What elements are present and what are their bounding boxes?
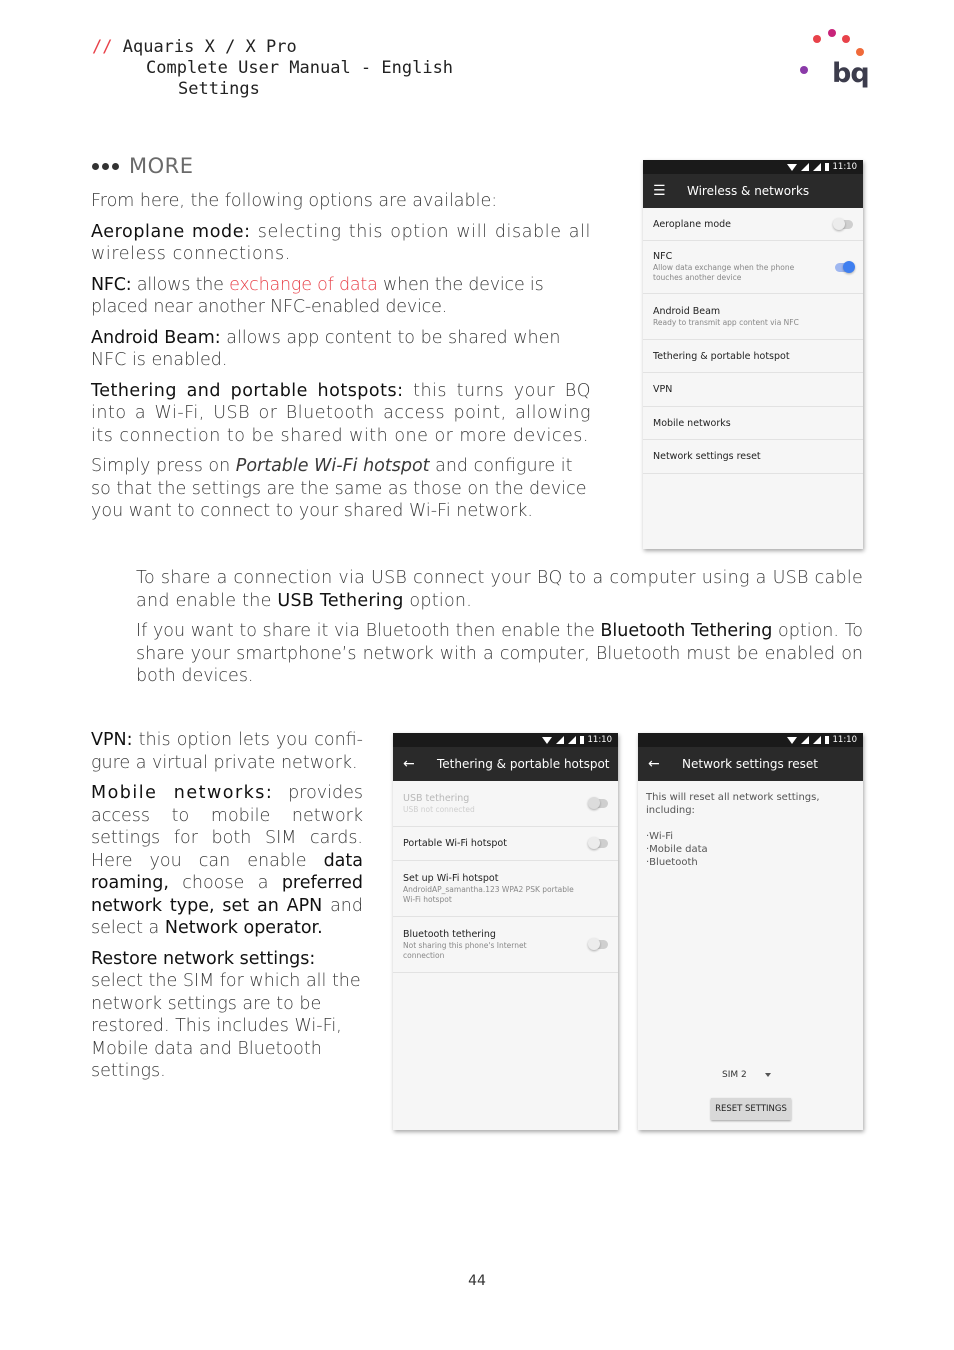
- sharing-text: [136, 567, 863, 696]
- battery-icon: [580, 736, 584, 744]
- tethering-term: Tethering and portable hotspots:: [91, 380, 404, 401]
- logo-dot-1: [813, 35, 821, 43]
- app-bar: [638, 747, 863, 781]
- row-title: Portable Wi-Fi hotspot: [403, 838, 507, 849]
- row-title: NFC: [653, 251, 673, 262]
- restore-paragraph: [91, 948, 363, 1083]
- bq-logo: [800, 28, 870, 98]
- row-subtitle: Not sharing this phone's Internet connection: [403, 940, 527, 960]
- app-bar: [643, 174, 863, 208]
- mobile-operator: Network operator.: [164, 918, 323, 938]
- status-time: 11:10: [587, 735, 612, 745]
- row-title: Bluetooth tethering: [403, 928, 496, 940]
- back-arrow-icon[interactable]: ←: [403, 756, 415, 772]
- nfc-paragraph: [91, 274, 591, 319]
- reset-item-wifi: ·Wi-Fi: [646, 831, 674, 842]
- sim-select[interactable]: [722, 1070, 771, 1080]
- logo-dot-2: [828, 29, 836, 37]
- restore-desc: select the SIM for which all the network settings are to be restored. This includes Wi-Fi, Mobile data and Bluetooth settings.: [91, 971, 361, 1081]
- app-bar-title: Network settings reset: [682, 757, 818, 771]
- mobile-roaming: data roaming,: [91, 850, 363, 893]
- beam-term: Android Beam:: [91, 327, 221, 348]
- row-title: Set up Wi-Fi hotspot: [403, 872, 499, 884]
- reset-description: [638, 781, 863, 879]
- section-title-text: MORE: [129, 154, 194, 178]
- row-title: Aeroplane mode: [653, 218, 732, 230]
- signal-icon: [801, 163, 809, 171]
- signal-icon-2: [813, 163, 821, 171]
- usb-paragraph: [136, 567, 863, 612]
- setting-vpn[interactable]: [643, 373, 863, 407]
- nfc-pre: allows the: [131, 274, 230, 295]
- row-subtitle: Allow data exchange when the phone touches another device: [653, 263, 795, 282]
- mobile-term: Mobile networks:: [91, 783, 274, 803]
- aeroplane-term: Aeroplane mode:: [91, 221, 251, 242]
- setting-setup-hotspot[interactable]: [393, 861, 618, 917]
- nfc-toggle[interactable]: [835, 263, 853, 272]
- simply-pre: Simply press on: [91, 456, 236, 476]
- wifi-icon: [542, 737, 552, 744]
- logo-dot-5: [856, 48, 864, 56]
- tethering-paragraph: [91, 380, 591, 448]
- setting-mobile-networks[interactable]: [643, 407, 863, 440]
- status-bar: [393, 733, 618, 747]
- usb-term: USB Tethering: [277, 590, 404, 611]
- mobile-paragraph: [91, 782, 363, 940]
- reset-item-mobile-data: ·Mobile data: [646, 844, 708, 855]
- sim-select-value: SIM 2: [722, 1070, 747, 1080]
- status-bar: [638, 733, 863, 747]
- tethering-desc: this turns your BQ into a Wi-Fi, USB or Bluetooth access point, allowing its connection to be shared with one or more devices.: [91, 380, 591, 446]
- wifi-icon: [787, 737, 797, 744]
- mobile-mid1: choose a: [168, 873, 282, 893]
- reset-settings-button[interactable]: RESET SETTINGS: [711, 1098, 791, 1120]
- back-arrow-icon[interactable]: ←: [648, 756, 660, 772]
- row-subtitle: AndroidAP_samantha.123 WPA2 PSK portable Wi-Fi hotspot: [403, 884, 574, 904]
- status-bar: [643, 160, 863, 174]
- bluetooth-tethering-toggle[interactable]: [590, 940, 608, 949]
- nfc-post: when the device is placed near another NFC-enabled device.: [91, 274, 544, 317]
- battery-icon: [825, 163, 829, 171]
- page-number: 44: [468, 1273, 486, 1289]
- dropdown-caret-icon: [765, 1073, 771, 1077]
- row-title: Mobile networks: [653, 417, 731, 429]
- status-time: 11:10: [832, 162, 857, 172]
- section-title: [92, 154, 194, 178]
- menu-icon[interactable]: ☰: [653, 183, 666, 199]
- aeroplane-paragraph: [91, 221, 591, 266]
- lower-options-text: [91, 729, 363, 1091]
- battery-icon: [825, 736, 829, 744]
- tethering-screenshot: [393, 733, 618, 1130]
- bluetooth-pre: If you want to share it via Bluetooth then enable the: [136, 621, 601, 641]
- bluetooth-term: Bluetooth Tethering: [600, 621, 773, 641]
- header-line-1: [92, 37, 453, 58]
- wireless-networks-screenshot: [643, 160, 863, 549]
- usb-pre: To share a connection via USB connect your BQ to a computer using a USB cable and enable the: [136, 568, 863, 611]
- simply-post: and configure it so that the settings are the same as those on the device you want to connect to your shared Wi-Fi network.: [91, 456, 587, 521]
- signal-icon: [801, 736, 809, 744]
- aeroplane-toggle[interactable]: [835, 220, 853, 229]
- mobile-network-type: preferred network type, set an APN: [91, 873, 363, 916]
- app-bar: [393, 747, 618, 781]
- mobile-pre: provides access to mobile network settings for both SIM cards. Here you can enable: [91, 783, 363, 871]
- app-bar-title: Wireless & networks: [687, 184, 810, 198]
- setting-aeroplane-mode[interactable]: [643, 208, 863, 241]
- setting-network-reset[interactable]: [643, 440, 863, 474]
- header-line-3: Settings: [178, 79, 260, 99]
- setting-tethering[interactable]: [643, 340, 863, 373]
- bluetooth-paragraph: [136, 620, 863, 688]
- header-line-2: Complete User Manual - English: [146, 58, 454, 78]
- logo-text: bq: [832, 58, 869, 89]
- row-title: Android Beam: [653, 305, 721, 317]
- header-slashes: //: [92, 37, 113, 57]
- usb-tethering-toggle: [590, 799, 608, 808]
- logo-dot-4: [800, 66, 808, 74]
- logo-dot-3: [842, 35, 850, 43]
- row-title: Tethering & portable hotspot: [653, 350, 790, 362]
- nfc-link[interactable]: exchange of data: [229, 274, 378, 295]
- setting-portable-hotspot[interactable]: [393, 827, 618, 861]
- row-subtitle: USB not connected: [403, 804, 475, 814]
- row-title: Network settings reset: [653, 451, 761, 462]
- hotspot-toggle[interactable]: [590, 839, 608, 848]
- signal-icon-2: [568, 736, 576, 744]
- vpn-paragraph: [91, 729, 363, 774]
- more-options-text: [91, 190, 591, 531]
- reset-item-bluetooth: ·Bluetooth: [646, 857, 698, 868]
- setting-bluetooth-tethering[interactable]: [393, 917, 618, 973]
- document-header: [92, 37, 453, 100]
- row-title: VPN: [653, 384, 673, 395]
- aeroplane-desc: selecting this option will disable all wireless connections.: [91, 221, 591, 264]
- status-time: 11:10: [832, 735, 857, 745]
- network-reset-screenshot: [638, 733, 863, 1130]
- simply-paragraph: [91, 455, 591, 523]
- restore-term: Restore network settings:: [91, 948, 316, 969]
- app-bar-title: Tethering & portable hotspot: [437, 757, 610, 771]
- signal-icon: [556, 736, 564, 744]
- beam-desc: allows app content to be shared when NFC is enabled.: [91, 327, 561, 370]
- setting-android-beam[interactable]: [643, 294, 863, 340]
- wifi-icon: [787, 164, 797, 171]
- mobile-mid2: and select a: [91, 895, 363, 938]
- nfc-term: NFC:: [91, 274, 132, 295]
- vpn-desc: this option lets you confi-gure a virtual private network.: [91, 730, 363, 773]
- setting-usb-tethering: [393, 781, 618, 827]
- simply-em: Portable Wi-Fi hotspot: [235, 456, 430, 476]
- vpn-term: VPN:: [91, 730, 133, 750]
- setting-nfc[interactable]: [643, 241, 863, 294]
- intro-text: From here, the following options are available:: [91, 191, 498, 211]
- row-subtitle: Ready to transmit app content via NFC: [653, 317, 799, 327]
- more-dots-icon: [92, 163, 119, 170]
- header-product: Aquaris X / X Pro: [122, 37, 297, 57]
- reset-intro: This will reset all network settings, including:: [646, 792, 820, 816]
- row-title: USB tethering: [403, 792, 470, 804]
- bluetooth-post: option. To share your smartphone’s network with a computer, Bluetooth must be enabled on both devices.: [136, 621, 863, 686]
- signal-icon-2: [813, 736, 821, 744]
- beam-paragraph: [91, 327, 591, 372]
- usb-post: option.: [403, 590, 473, 611]
